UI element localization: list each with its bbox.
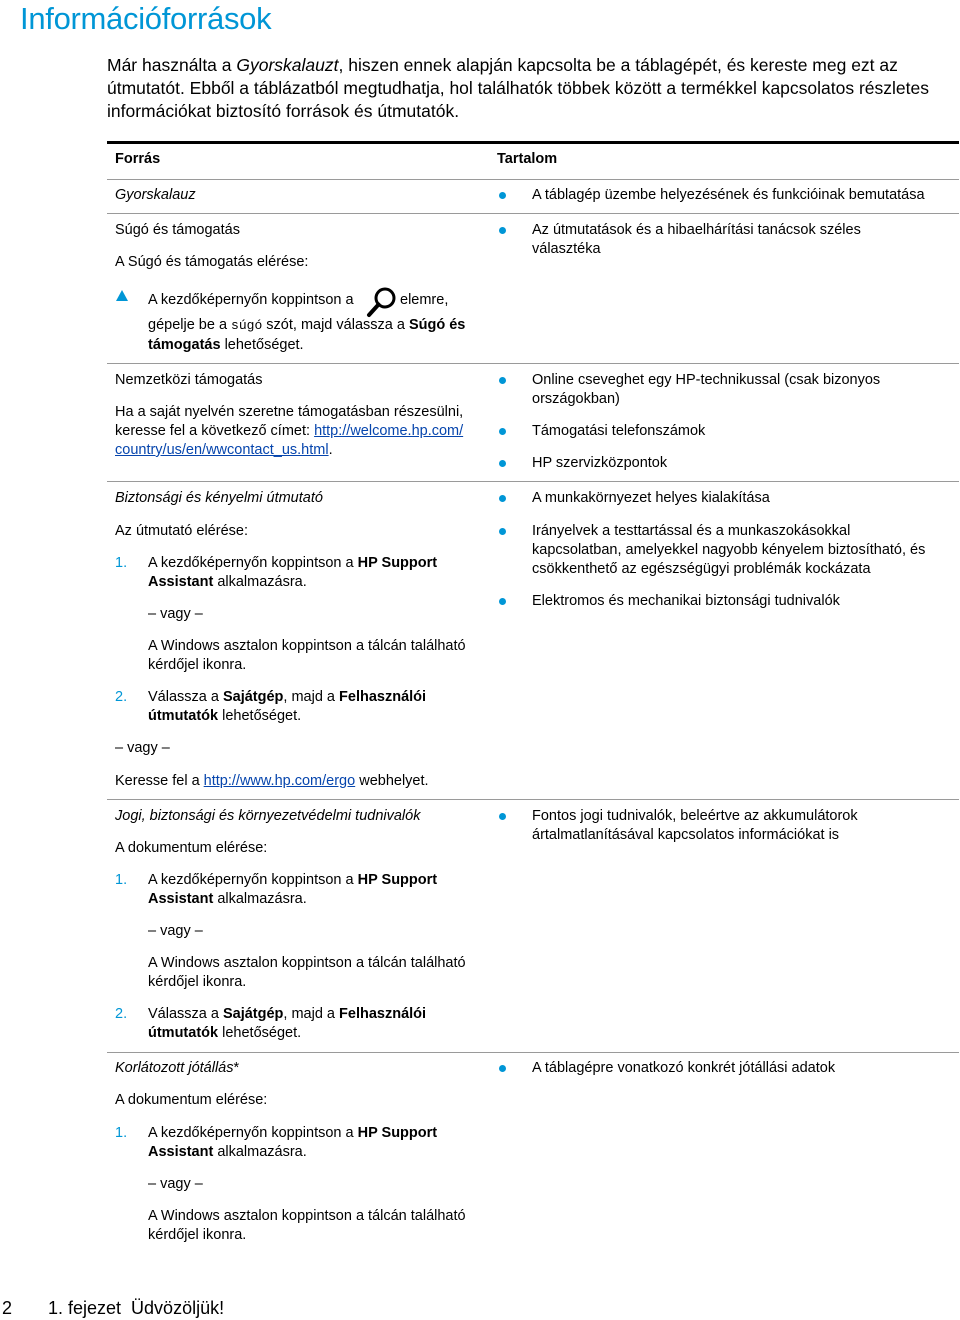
row2-step-line3: támogatás lehetőséget. [148,337,304,353]
row4-or2: – vagy – [115,740,170,756]
row6-source: Korlátozott jótállás* [115,1060,240,1076]
header-source: Forrás [115,151,161,167]
header-rule [107,179,959,180]
bullet-dot-icon [499,598,506,605]
bullet-dot-icon [499,495,506,502]
row-rule [107,213,959,214]
row2-access: A Súgó és támogatás elérése: [115,254,309,270]
row2-content-2: választéka [532,241,601,257]
row5-content-1a: Fontos jogi tudnivalók, beleértve az akkumulátorok [532,808,858,824]
row5-source: Jogi, biztonsági és környezetvédelmi tudnivalók [115,808,421,824]
row4-content-3: Elektromos és mechanikai biztonsági tudnivalók [532,593,840,609]
bullet-dot-icon [499,227,506,234]
row4-step1-num: 1. [115,555,128,571]
row6-alt-1: A Windows asztalon koppintson a tálcán található [148,1208,466,1224]
row4-source: Biztonsági és kényelmi útmutató [115,490,323,506]
welcome-link-cont[interactable]: country/us/en/wwcontact_us.html [115,442,329,458]
row4-or: – vagy – [148,606,203,622]
row4-step2-line1: Válassza a Sajátgép, majd a Felhasználói [148,689,427,705]
bullet-dot-icon [499,377,506,384]
row5-step1-num: 1. [115,872,128,888]
row1-source: Gyorskalauz [115,187,196,203]
bullet-dot-icon [499,813,506,820]
bullet-dot-icon [499,1065,506,1072]
row6-alt-2: kérdőjel ikonra. [148,1227,247,1243]
bullet-dot-icon [499,428,506,435]
header-content: Tartalom [497,151,558,167]
row5-alt-2: kérdőjel ikonra. [148,974,247,990]
row-rule [107,363,959,364]
page-title: Információforrások [20,1,272,36]
row3-content-1b: országokban) [532,391,620,407]
row-rule [107,1052,959,1053]
row4-step2-num: 2. [115,689,128,705]
page-number: 2 [2,1298,13,1318]
intro-paragraph: Már használta a Gyorskalauzt, hiszen ennek alapján kapcsolta be a táblagépét, és kereste meg ezt az útmutatót. Ebből a táblázatból megtudhatja, hol találhatók többek között a termékkel kapcsolatos részletes információkat biztosító források és útmutatók. [107,55,930,121]
row2-step-line1-a: A kezdőképernyőn koppintson a [148,292,354,308]
row3-desc-2: keresse fel a következő címet: http://welcome.hp.com/ [115,423,464,439]
row-rule [107,481,959,482]
triangle-icon [116,290,128,301]
row3-source: Nemzetközi támogatás [115,372,263,388]
row2-step-line1-b: elemre, [400,292,449,308]
row6-or: – vagy – [148,1176,203,1192]
row5-step1-line2: Assistant alkalmazásra. [148,891,307,907]
row3-desc-3: country/us/en/wwcontact_us.html. [115,442,333,458]
row5-step2-line1: Válassza a Sajátgép, majd a Felhasználói [148,1006,427,1022]
row4-content-2a: Irányelvek a testtartással és a munkaszokásokkal [532,523,851,539]
bullet-dot-icon [499,528,506,535]
row5-step1-line1: A kezdőképernyőn koppintson a HP Support [148,872,438,888]
row3-content-3: HP szervizközpontok [532,455,668,471]
row4-content-2c: csökkenthető az egészségügyi problémák kockázata [532,561,871,577]
row4-step2-line2: útmutatók lehetőséget. [148,708,302,724]
row3-content-2: Támogatási telefonszámok [532,423,706,439]
row4-alt-1: A Windows asztalon koppintson a tálcán található [148,638,466,654]
magnifier-icon [366,286,398,318]
ergo-link[interactable]: http://www.hp.com/ergo [203,773,356,789]
row4-visit: Keresse fel a http://www.hp.com/ergo webhelyet. [115,773,429,789]
row4-alt-2: kérdőjel ikonra. [148,657,247,673]
row1-content-1: A táblagép üzembe helyezésének és funkcióinak bemutatása [532,187,925,203]
row5-step2-num: 2. [115,1006,128,1022]
row4-access: Az útmutató elérése: [115,523,248,539]
row3-content-1: Online cseveghet egy HP-technikussal (csak bizonyos [532,372,881,388]
bullet-dot-icon [499,192,506,199]
row5-alt-1: A Windows asztalon koppintson a tálcán található [148,955,466,971]
row4-step1-line2: Assistant alkalmazásra. [148,574,307,590]
row-rule [107,799,959,800]
row6-step1-num: 1. [115,1125,128,1141]
bullet-dot-icon [499,460,506,467]
row3-desc-1: Ha a saját nyelvén szeretne támogatásban részesülni, [115,404,464,420]
row6-access: A dokumentum elérése: [115,1092,268,1108]
row4-step1-line1: A kezdőképernyőn koppintson a HP Support [148,555,438,571]
row4-content-2b: kapcsolatban, amelyekkel nagyobb kényelem biztosítható, és [532,542,926,558]
row6-content-1: A táblagépre vonatkozó konkrét jótállási adatok [532,1060,836,1076]
row4-content-1: A munkakörnyezet helyes kialakítása [532,490,770,506]
row2-content-1: Az útmutatások és a hibaelhárítási tanácsok széles [532,222,861,238]
row2-source: Súgó és támogatás [115,222,240,238]
row5-access: A dokumentum elérése: [115,840,268,856]
chapter-footer: 1. fejezet Üdvözöljük! [48,1298,225,1318]
welcome-link[interactable]: http://welcome.hp.com/ [314,423,464,439]
row6-step1-line1: A kezdőképernyőn koppintson a HP Support [148,1125,438,1141]
row6-step1-line2: Assistant alkalmazásra. [148,1144,307,1160]
row5-or: – vagy – [148,923,203,939]
row5-step2-line2: útmutatók lehetőséget. [148,1025,302,1041]
row2-step-line2: gépelje be a súgó szót, majd válassza a Súgó és [148,317,466,333]
table-top-rule [107,141,959,144]
row5-content-1b: ártalmatlanításával kapcsolatos információkat is [532,827,840,843]
